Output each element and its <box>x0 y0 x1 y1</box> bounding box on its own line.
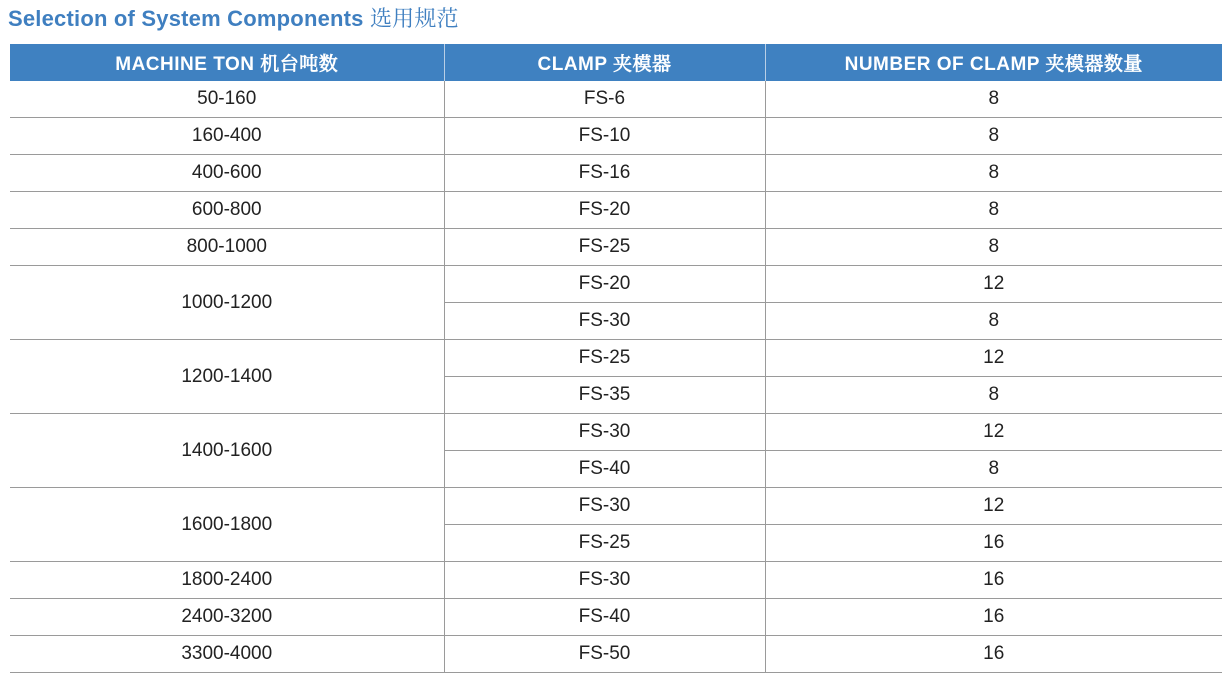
machine-ton-cell: 600-800 <box>10 192 444 229</box>
clamp-cell: FS-50 <box>444 636 765 673</box>
clamp-cell: FS-40 <box>444 599 765 636</box>
machine-ton-cell: 3300-4000 <box>10 636 444 673</box>
table-row <box>10 488 1222 525</box>
clamp-count-cell: 12 <box>765 266 1222 303</box>
selection-table <box>10 44 1222 673</box>
clamp-cell: FS-30 <box>444 488 765 525</box>
clamp-count-cell: 16 <box>765 562 1222 599</box>
header-row <box>10 44 1222 81</box>
machine-ton-cell: 800-1000 <box>10 229 444 266</box>
table-row <box>10 340 1222 377</box>
clamp-cell: FS-35 <box>444 377 765 414</box>
clamp-count-cell: 8 <box>765 377 1222 414</box>
table-row <box>10 192 1222 229</box>
clamp-count-cell: 8 <box>765 451 1222 488</box>
table-row <box>10 562 1222 599</box>
clamp-count-cell: 16 <box>765 599 1222 636</box>
clamp-cell: FS-25 <box>444 229 765 266</box>
table-body <box>10 81 1222 673</box>
clamp-count-cell: 12 <box>765 414 1222 451</box>
machine-ton-cell: 2400-3200 <box>10 599 444 636</box>
page-title-cn: 选用规范 <box>369 7 459 32</box>
table-row <box>10 414 1222 451</box>
clamp-cell: FS-40 <box>444 451 765 488</box>
clamp-cell: FS-10 <box>444 118 765 155</box>
header-machine-ton: MACHINE TON 机台吨数 <box>10 44 444 81</box>
clamp-cell: FS-20 <box>444 266 765 303</box>
machine-ton-cell: 1200-1400 <box>10 340 444 414</box>
page-title-en: Selection of System Components <box>8 6 364 31</box>
clamp-cell: FS-25 <box>444 525 765 562</box>
header-number-of-clamp: NUMBER OF CLAMP 夹模器数量 <box>765 44 1222 81</box>
machine-ton-cell: 1800-2400 <box>10 562 444 599</box>
machine-ton-cell: 1000-1200 <box>10 266 444 340</box>
machine-ton-cell: 160-400 <box>10 118 444 155</box>
machine-ton-cell: 50-160 <box>10 81 444 118</box>
clamp-count-cell: 8 <box>765 303 1222 340</box>
table-row <box>10 266 1222 303</box>
table-row <box>10 229 1222 266</box>
machine-ton-cell: 1400-1600 <box>10 414 444 488</box>
table-row <box>10 599 1222 636</box>
clamp-count-cell: 8 <box>765 192 1222 229</box>
clamp-cell: FS-16 <box>444 155 765 192</box>
header-clamp: CLAMP 夹模器 <box>444 44 765 81</box>
machine-ton-cell: 1600-1800 <box>10 488 444 562</box>
table-row <box>10 636 1222 673</box>
table-row <box>10 155 1222 192</box>
clamp-cell: FS-30 <box>444 414 765 451</box>
table-row <box>10 81 1222 118</box>
clamp-cell: FS-30 <box>444 562 765 599</box>
table-row <box>10 118 1222 155</box>
clamp-cell: FS-6 <box>444 81 765 118</box>
clamp-cell: FS-30 <box>444 303 765 340</box>
clamp-cell: FS-20 <box>444 192 765 229</box>
table-header <box>10 44 1222 81</box>
page-title <box>8 4 459 34</box>
clamp-count-cell: 12 <box>765 340 1222 377</box>
clamp-count-cell: 8 <box>765 118 1222 155</box>
clamp-count-cell: 8 <box>765 81 1222 118</box>
clamp-count-cell: 12 <box>765 488 1222 525</box>
clamp-count-cell: 8 <box>765 155 1222 192</box>
clamp-count-cell: 16 <box>765 525 1222 562</box>
clamp-count-cell: 16 <box>765 636 1222 673</box>
clamp-count-cell: 8 <box>765 229 1222 266</box>
machine-ton-cell: 400-600 <box>10 155 444 192</box>
clamp-cell: FS-25 <box>444 340 765 377</box>
